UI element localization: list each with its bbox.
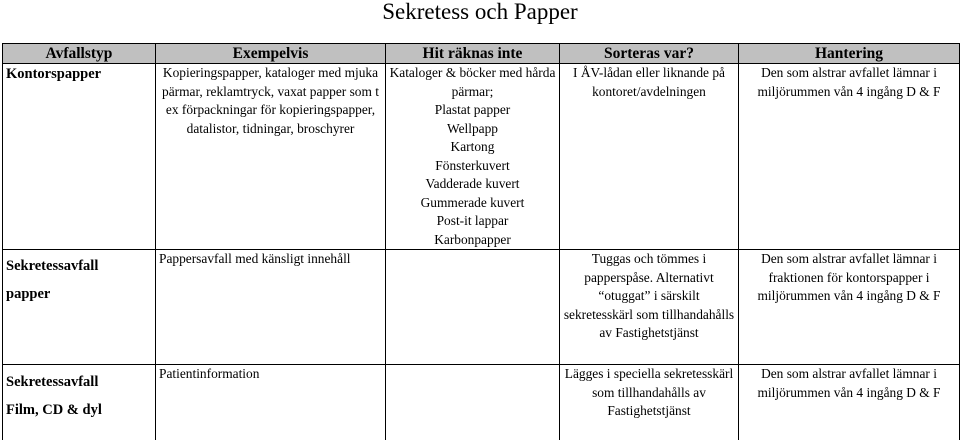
exclusion-item: Karbonpapper (434, 231, 511, 247)
exclusions-cell (386, 64, 560, 250)
waste-type-cell (3, 365, 156, 441)
handling-cell: Den som alstrar avfallet lämnar i miljörummen vån 4 ingång D & F (739, 365, 960, 441)
table-row (3, 365, 960, 441)
waste-type-sublabel: papper (6, 286, 51, 302)
table-header-row (3, 44, 960, 64)
exclusions-cell (386, 365, 560, 441)
column-header-exclusions: Hit räknas inte (386, 44, 560, 64)
examples-cell: Pappersavfall med känsligt innehåll (156, 250, 386, 365)
exclusion-item: Wellpapp (447, 120, 498, 136)
sorted-where-cell: I ÅV-lådan eller liknande på kontoret/avdelningen (560, 64, 739, 250)
exclusion-item: Vadderade kuvert (425, 176, 520, 191)
exclusion-item: Gummerade kuvert (420, 194, 525, 210)
waste-type-label: Kontorspapper (6, 66, 102, 82)
exclusion-item: Fönsterkuvert (435, 157, 510, 173)
table-row (3, 250, 960, 365)
sorted-where-cell: Lägges i speciella sekretesskärl som tillhandahålls av Fastighetstjänst (560, 365, 739, 441)
handling-cell: Den som alstrar avfallet lämnar i miljörummen vån 4 ingång D & F (739, 64, 960, 250)
exclusion-item: Plastat papper (434, 102, 511, 117)
waste-type-cell (3, 64, 156, 250)
column-header-handling: Hantering (739, 44, 960, 64)
waste-type-label: Sekretessavfall (6, 374, 99, 390)
waste-sorting-table (2, 43, 960, 440)
column-header-examples: Exempelvis (156, 44, 386, 64)
examples-cell: Patientinformation (156, 365, 386, 441)
sorted-where-cell: Tuggas och tömmes i papperspåse. Alternativt “otuggat” i särskilt sekretesskärl som tillhandahålls av Fastighetstjänst (560, 250, 739, 365)
waste-type-sublabel: Film, CD & dyl (6, 402, 102, 418)
exclusion-item: Kartong (450, 139, 495, 154)
column-header-sorted: Sorteras var? (560, 44, 739, 64)
waste-type-cell (3, 250, 156, 365)
exclusion-item: Kataloger & böcker med hårda pärmar; (389, 65, 556, 99)
table-row (3, 64, 960, 250)
examples-cell: Kopieringspapper, kataloger med mjuka pärmar, reklamtryck, vaxat papper som t ex förpackningar för kopieringspapper, datalistor, tidningar, broschyrer (156, 64, 386, 250)
waste-type-label: Sekretessavfall (6, 258, 99, 274)
page-title: Sekretess och Papper (382, 0, 578, 24)
exclusion-item: Post-it lappar (436, 213, 509, 228)
exclusions-cell (386, 250, 560, 365)
handling-cell: Den som alstrar avfallet lämnar i fraktionen för kontorspapper i miljörummen vån 4 ingång D & F (739, 250, 960, 365)
column-header-type: Avfallstyp (3, 44, 156, 64)
